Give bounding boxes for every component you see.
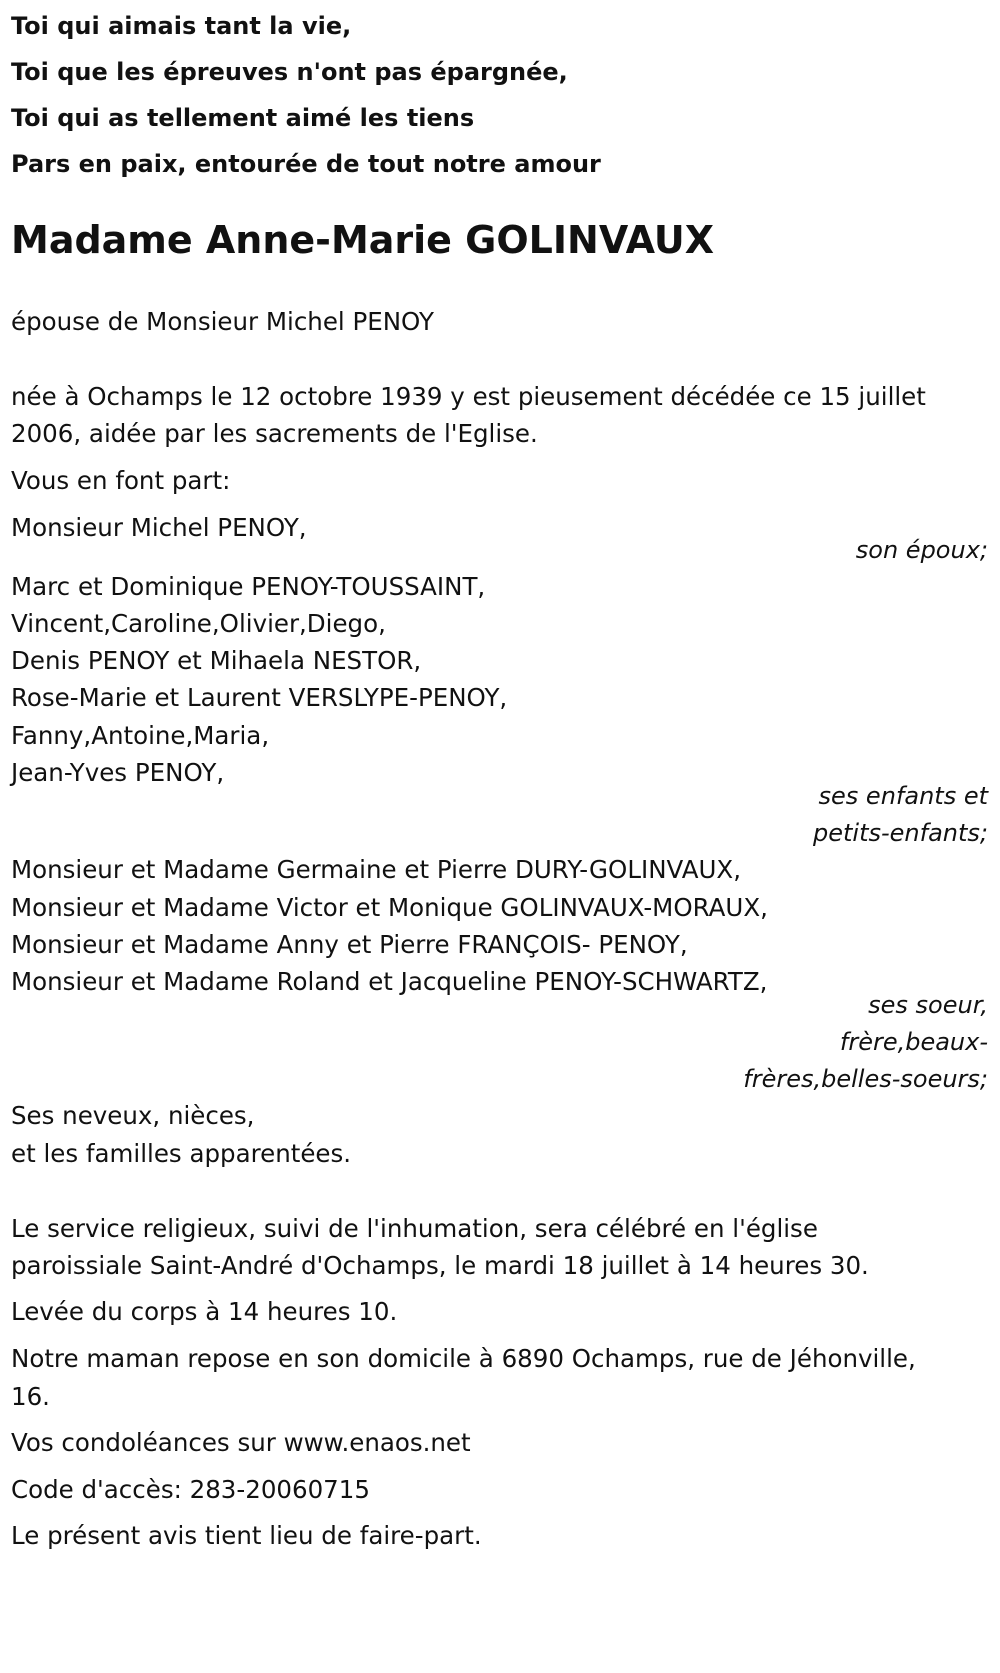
children-name-4: Rose-Marie et Laurent VERSLYPE-PENOY, bbox=[11, 683, 508, 712]
others-line-2: et les familles apparentées. bbox=[11, 1139, 352, 1168]
children-name-5: Fanny,Antoine,Maria, bbox=[11, 721, 270, 750]
birth-death-line-2: 2006, aidée par les sacrements de l'Eglise. bbox=[11, 419, 538, 448]
children-name-3: Denis PENOY et Mihaela NESTOR, bbox=[11, 646, 422, 675]
poem-line-3: Toi qui as tellement aimé les tiens bbox=[11, 104, 475, 132]
children-name-1: Marc et Dominique PENOY-TOUSSAINT, bbox=[11, 572, 486, 601]
repose-line-2: 16. bbox=[11, 1382, 50, 1411]
spouse-name: Monsieur Michel PENOY, bbox=[11, 513, 307, 542]
poem-line-2: Toi que les épreuves n'ont pas épargnée, bbox=[11, 58, 568, 86]
closing-line: Le présent avis tient lieu de faire-part. bbox=[11, 1521, 482, 1550]
deceased-name: Madame Anne-Marie GOLINVAUX bbox=[11, 218, 715, 262]
levee-line: Levée du corps à 14 heures 10. bbox=[11, 1297, 398, 1326]
children-relation-2: petits-enfants; bbox=[813, 819, 988, 847]
siblings-name-1: Monsieur et Madame Germaine et Pierre DURY-GOLINVAUX, bbox=[11, 855, 741, 884]
service-line-1: Le service religieux, suivi de l'inhumation, sera célébré en l'église bbox=[11, 1214, 818, 1243]
siblings-relation-2: frère,beaux- bbox=[839, 1028, 988, 1056]
spouse-line: épouse de Monsieur Michel PENOY bbox=[11, 307, 434, 336]
announce-line: Vous en font part: bbox=[11, 466, 231, 495]
siblings-relation-1: ses soeur, bbox=[868, 991, 988, 1019]
access-code-line: Code d'accès: 283-20060715 bbox=[11, 1475, 370, 1504]
siblings-name-4: Monsieur et Madame Roland et Jacqueline PENOY-SCHWARTZ, bbox=[11, 967, 768, 996]
children-name-2: Vincent,Caroline,Olivier,Diego, bbox=[11, 609, 386, 638]
others-line-1: Ses neveux, nièces, bbox=[11, 1101, 255, 1130]
condolences-line: Vos condoléances sur www.enaos.net bbox=[11, 1428, 471, 1457]
siblings-relation-3: frères,belles-soeurs; bbox=[743, 1065, 988, 1093]
poem-line-1: Toi qui aimais tant la vie, bbox=[11, 12, 352, 40]
service-line-2: paroissiale Saint-André d'Ochamps, le mardi 18 juillet à 14 heures 30. bbox=[11, 1251, 869, 1280]
siblings-name-3: Monsieur et Madame Anny et Pierre FRANÇOIS- PENOY, bbox=[11, 930, 688, 959]
spouse-relation: son époux; bbox=[855, 536, 988, 564]
siblings-name-2: Monsieur et Madame Victor et Monique GOLINVAUX-MORAUX, bbox=[11, 893, 768, 922]
children-name-6: Jean-Yves PENOY, bbox=[11, 758, 225, 787]
poem-line-4: Pars en paix, entourée de tout notre amour bbox=[11, 150, 601, 178]
children-relation-1: ses enfants et bbox=[818, 782, 988, 810]
repose-line-1: Notre maman repose en son domicile à 6890 Ochamps, rue de Jéhonville, bbox=[11, 1344, 916, 1373]
birth-death-line-1: née à Ochamps le 12 octobre 1939 y est pieusement décédée ce 15 juillet bbox=[11, 382, 926, 411]
